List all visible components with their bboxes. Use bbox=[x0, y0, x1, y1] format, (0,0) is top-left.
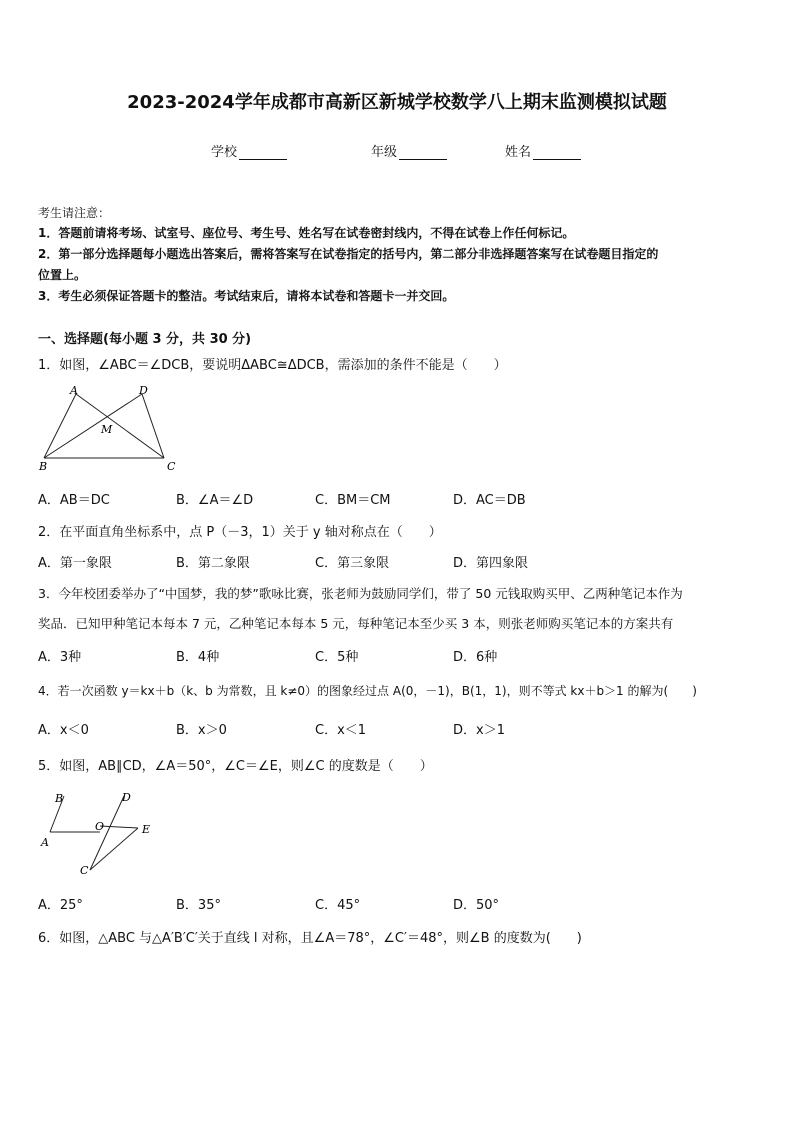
q1-option-d: D．AC＝DB bbox=[453, 493, 526, 508]
q1-label-m: M bbox=[101, 423, 113, 436]
notice-item-1: 1．答题前请将考场、试室号、座位号、考生号、姓名写在试卷密封线内，不得在试卷上作任何标记。 bbox=[38, 226, 575, 240]
q5-option-d: D．50° bbox=[453, 898, 500, 913]
name-blank bbox=[533, 146, 581, 160]
q3-option-b: B．4种 bbox=[176, 650, 220, 665]
name-label: 姓名 bbox=[505, 145, 532, 160]
q1-option-b: B．∠A＝∠D bbox=[176, 493, 254, 508]
notice-item-2-cont: 位置上。 bbox=[38, 268, 87, 282]
q5-label-c: C bbox=[80, 864, 89, 877]
q5-label-d: D bbox=[122, 791, 131, 804]
question-2: 2．在平面直角坐标系中，点 P（－3，1）关于 y 轴对称点在（ ） bbox=[38, 525, 442, 540]
q1-option-c: C．BM＝CM bbox=[315, 493, 391, 508]
q5-label-e: E bbox=[142, 823, 151, 836]
q5-option-a: A．25° bbox=[38, 898, 83, 913]
grade-blank bbox=[399, 146, 447, 160]
question-6: 6．如图，△ABC 与△A′B′C′关于直线 l 对称，且∠A＝78°，∠C′＝48°，则∠B 的度数为( ) bbox=[38, 931, 582, 946]
q5-label-a: A bbox=[41, 836, 49, 849]
q5-option-c: C．45° bbox=[315, 898, 361, 913]
q4-option-d: D．x＞1 bbox=[453, 723, 505, 738]
q1-label-d: D bbox=[139, 384, 148, 397]
notice-item-2: 2．第一部分选择题每小题选出答案后，需将答案写在试卷指定的括号内，第二部分非选择题答案写在试卷题目指定的 bbox=[38, 247, 659, 261]
section-heading: 一、选择题(每小题 3 分，共 30 分) bbox=[38, 332, 252, 347]
q5-label-o: O bbox=[95, 820, 105, 833]
school-field bbox=[211, 141, 287, 160]
school-label: 学校 bbox=[211, 145, 238, 160]
q5-label-b: B bbox=[55, 792, 64, 805]
q3-option-c: C．5种 bbox=[315, 650, 359, 665]
q2-option-a: A．第一象限 bbox=[38, 556, 112, 571]
q1-option-a: A．AB＝DC bbox=[38, 493, 110, 508]
grade-label: 年级 bbox=[371, 145, 398, 160]
name-field bbox=[505, 141, 581, 160]
q3-option-d: D．6种 bbox=[453, 650, 498, 665]
question-3-line-1: 3．今年校团委举办了“中国梦，我的梦”歌咏比赛，张老师为鼓励同学们，带了 50 元钱取购买甲、乙两种笔记本作为 bbox=[38, 586, 683, 601]
q5-option-b: B．35° bbox=[176, 898, 221, 913]
q2-option-b: B．第二象限 bbox=[176, 556, 250, 571]
q4-option-b: B．x＞0 bbox=[176, 723, 227, 738]
q3-option-a: A．3种 bbox=[38, 650, 82, 665]
q1-figure bbox=[34, 384, 184, 474]
question-4: 4．若一次函数 y＝kx＋b（k、b 为常数，且 k≠0）的图象经过点 A(0，－1)，B(1，1)，则不等式 kx＋b＞1 的解为( ) bbox=[38, 684, 697, 698]
grade-field bbox=[371, 141, 447, 160]
notice-item-3: 3．考生必须保证答题卡的整洁。考试结束后，请将本试卷和答题卡一并交回。 bbox=[38, 289, 455, 303]
q5-figure bbox=[38, 788, 158, 878]
q4-option-a: A．x＜0 bbox=[38, 723, 89, 738]
school-blank bbox=[239, 146, 287, 160]
page-title: 2023-2024学年成都市高新区新城学校数学八上期末监测模拟试题 bbox=[127, 92, 667, 113]
question-1: 1．如图，∠ABC＝∠DCB，要说明ΔABC≅ΔDCB，需添加的条件不能是（ ） bbox=[38, 358, 507, 373]
question-5: 5．如图，AB∥CD，∠A＝50°，∠C＝∠E，则∠C 的度数是（ ） bbox=[38, 759, 433, 774]
q1-label-c: C bbox=[167, 460, 176, 473]
q4-option-c: C．x＜1 bbox=[315, 723, 367, 738]
q1-label-b: B bbox=[39, 460, 48, 473]
q2-option-c: C．第三象限 bbox=[315, 556, 390, 571]
q1-label-a: A bbox=[70, 384, 78, 397]
q2-option-d: D．第四象限 bbox=[453, 556, 529, 571]
question-3-line-2: 奖品．已知甲种笔记本每本 7 元，乙种笔记本每本 5 元，每种笔记本至少买 3 本，则张老师购买笔记本的方案共有 bbox=[38, 616, 674, 631]
notice-heading: 考生请注意： bbox=[38, 206, 111, 220]
